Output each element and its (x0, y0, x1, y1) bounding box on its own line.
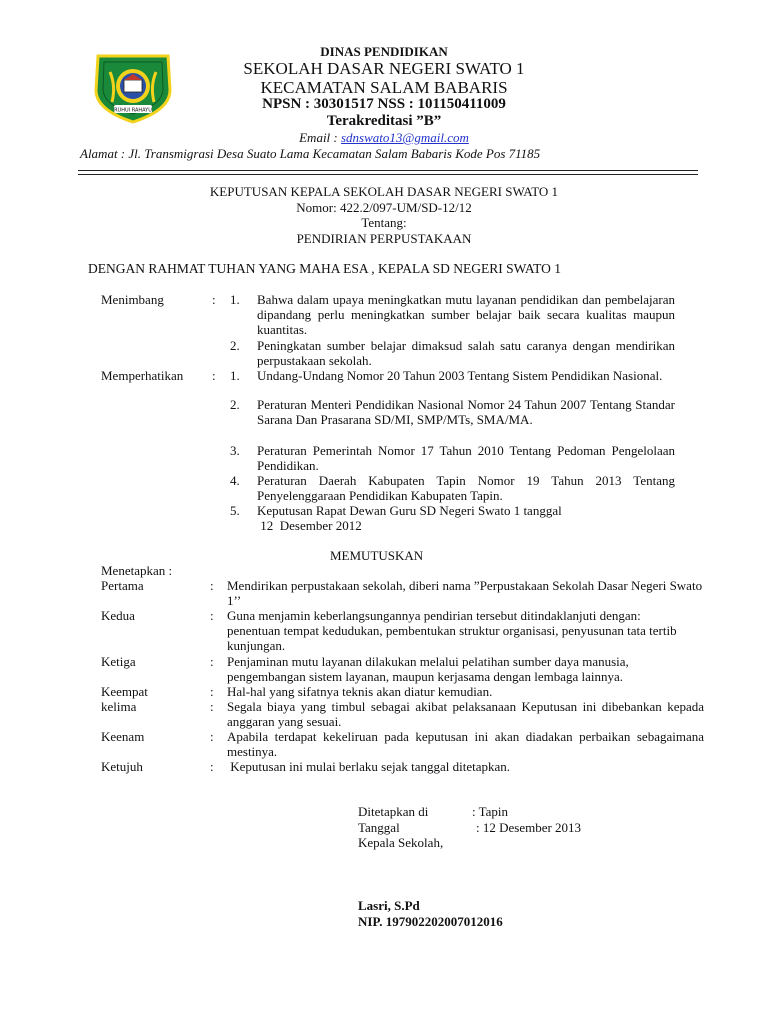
district-name: KECAMATAN SALAM BABARIS (260, 78, 508, 97)
memperhatikan-label: Memperhatikan (101, 368, 184, 383)
email-link[interactable]: sdnswato13@gmail.com (341, 130, 469, 145)
decision-text-6: Apabila terdapat kekeliruan pada keputusan ini akan diadakan perbaikan sebagaimana mestinya. (227, 729, 704, 759)
agency-name: DINAS PENDIDIKAN (320, 44, 448, 59)
decision-colon-7: : (210, 759, 214, 774)
school-ids: NPSN : 30301517 NSS : 101150411009 (262, 96, 506, 112)
decree-subject: PENDIRIAN PERPUSTAKAAN (296, 231, 472, 246)
memperhatikan-item-1: Undang-Undang Nomor 20 Tahun 2003 Tentang Sistem Pendidikan Nasional. (257, 368, 663, 383)
decision-label-1: Pertama (101, 578, 144, 593)
decision-text-7: Keputusan ini mulai berlaku sejak tanggal ditetapkan. (227, 759, 511, 774)
memperhatikan-item-5-date: 12 Desember 2012 (257, 518, 362, 533)
preamble: DENGAN RAHMAT TUHAN YANG MAHA ESA , KEPALA SD NEGERI SWATO 1 (88, 261, 562, 276)
memperhatikan-num-4: 4. (230, 473, 240, 488)
memperhatikan-item-5: Keputusan Rapat Dewan Guru SD Negeri Swato 1 tanggal (257, 503, 562, 518)
set-at-value: : Tapin (472, 804, 509, 819)
signatory-nip: NIP. 197902202007012016 (358, 914, 503, 929)
accreditation: Terakreditasi ”B” (326, 113, 442, 129)
date-value: : 12 Desember 2013 (476, 820, 582, 835)
menimbang-colon: : (212, 292, 216, 307)
signatory-name: Lasri, S.Pd (358, 898, 420, 913)
date-label: Tanggal (358, 820, 400, 835)
decision-label-2: Kedua (101, 608, 135, 623)
decision-colon-4: : (210, 684, 214, 699)
decree-title: KEPUTUSAN KEPALA SEKOLAH DASAR NEGERI SWATO 1 (209, 184, 559, 199)
memperhatikan-item-4: Peraturan Daerah Kabupaten Tapin Nomor 19 Tahun 2013 Tentang Penyelenggaraan Pendidikan Kabupaten Tapin. (257, 473, 675, 503)
decision-label-7: Ketujuh (101, 759, 143, 774)
menimbang-item-2: Peningkatan sumber belajar dimaksud salah satu caranya dengan mendirikan perpustakaan sekolah. (257, 338, 675, 368)
decision-colon-5: : (210, 699, 214, 714)
memperhatikan-item-2: Peraturan Menteri Pendidikan Nasional Nomor 24 Tahun 2007 Tentang Standar Sarana Dan Prasarana SD/MI, SMP/MTs, SMA/MA. (257, 397, 675, 427)
memperhatikan-num-2: 2. (230, 397, 240, 412)
decision-label-4: Keempat (101, 684, 148, 699)
decision-text-5: Segala biaya yang timbul sebagai akibat pelaksanaan Keputusan ini dibebankan kepada anggaran yang sesuai. (227, 699, 704, 729)
school-name: SEKOLAH DASAR NEGERI SWATO 1 (243, 59, 525, 78)
set-at-label: Ditetapkan di (358, 804, 429, 819)
decision-colon-6: : (210, 729, 214, 744)
memperhatikan-num-1: 1. (230, 368, 240, 383)
address: Alamat : Jl. Transmigrasi Desa Suato Lama Kecamatan Salam Babaris Kode Pos 71185 (80, 146, 541, 161)
decision-label-6: Keenam (101, 729, 145, 744)
decision-colon-3: : (210, 654, 214, 669)
decision-label-3: Ketiga (101, 654, 136, 669)
decision-label-5: kelima (101, 699, 137, 714)
menimbang-num-1: 1. (230, 292, 240, 307)
memperhatikan-item-3: Peraturan Pemerintah Nomor 17 Tahun 2010 Tentang Pedoman Pengelolaan Pendidikan. (257, 443, 675, 473)
header-rule-bottom (78, 174, 698, 175)
decree-number: Nomor: 422.2/097-UM/SD-12/12 (296, 200, 472, 215)
decision-text-2: Guna menjamin keberlangsungannya pendirian tersebut ditindaklanjuti dengan: penentuan tempat kedudukan, pembentukan struktur organisasi, penyusunan tata tertib kunjungan. (227, 608, 677, 653)
memperhatikan-num-5: 5. (230, 503, 240, 518)
signatory-position: Kepala Sekolah, (358, 835, 444, 850)
decision-text-4: Hal-hal yang sifatnya teknis akan diatur kemudian. (227, 684, 493, 699)
email-label: Email : (299, 130, 341, 145)
logo-motto: RUHUI RAHAYU (114, 107, 152, 114)
email-line (0, 130, 768, 146)
menimbang-item-1: Bahwa dalam upaya meningkatkan mutu layanan pendidikan dan pembelajaran dipandang perlu meningkatkan sumber belajar baik secara kualitas maupun kuantitas. (257, 292, 675, 337)
decree-about: Tentang: (361, 215, 407, 230)
menimbang-label: Menimbang (101, 292, 164, 307)
header-rule-top (78, 170, 698, 171)
menimbang-num-2: 2. (230, 338, 240, 353)
decision-colon-1: : (210, 578, 214, 593)
memperhatikan-num-3: 3. (230, 443, 240, 458)
decision-colon-2: : (210, 608, 214, 623)
memperhatikan-colon: : (212, 368, 216, 383)
memutuskan-heading: MEMUTUSKAN (330, 548, 424, 563)
decision-text-1: Mendirikan perpustakaan sekolah, diberi nama ”Perpustakaan Sekolah Dasar Negeri Swato 1’’ (227, 578, 703, 608)
menetapkan-label: Menetapkan : (101, 563, 173, 578)
decision-text-3: Penjaminan mutu layanan dilakukan melalui pelatihan sumber daya manusia, pengembangan sistem layanan, maupun kerjasama dengan lembaga lainnya. (227, 654, 629, 684)
